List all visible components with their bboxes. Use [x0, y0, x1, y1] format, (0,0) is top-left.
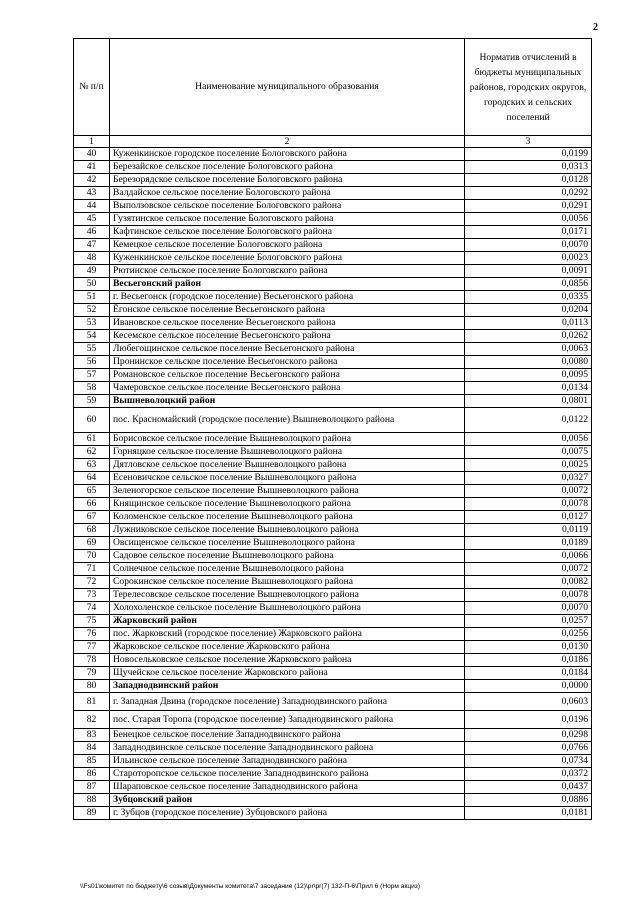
row-number: 41 — [74, 161, 110, 174]
table-row — [74, 807, 592, 820]
norm-value: 0,0199 — [465, 148, 592, 161]
norm-value: 0,0886 — [465, 794, 592, 807]
row-number: 77 — [74, 641, 110, 654]
municipality-name: Романовское сельское поселение Весьегонского района — [110, 369, 465, 382]
row-number: 70 — [74, 550, 110, 563]
norm-value: 0,0856 — [465, 278, 592, 291]
table-row — [74, 369, 592, 382]
municipality-name: Кемецкое сельское поселение Бологовского района — [110, 239, 465, 252]
norm-value: 0,0291 — [465, 200, 592, 213]
row-number: 59 — [74, 395, 110, 408]
table-row — [74, 729, 592, 742]
municipality-name: пос. Старая Торопа (городское поселение) Западнодвинского района — [110, 711, 465, 729]
table-row — [74, 291, 592, 304]
norm-value: 0,0072 — [465, 563, 592, 576]
norm-value: 0,0437 — [465, 781, 592, 794]
table-row — [74, 589, 592, 602]
norm-value: 0,0056 — [465, 433, 592, 446]
municipality-name: Пронинское сельское поселение Весьегонского района — [110, 356, 465, 369]
table-row — [74, 755, 592, 768]
norm-value: 0,0127 — [465, 511, 592, 524]
table-row — [74, 446, 592, 459]
table-row — [74, 459, 592, 472]
table-row — [74, 485, 592, 498]
municipality-name: Весьегонский район — [110, 278, 465, 291]
row-number: 52 — [74, 304, 110, 317]
row-number: 88 — [74, 794, 110, 807]
norm-value: 0,0070 — [465, 239, 592, 252]
row-number: 79 — [74, 667, 110, 680]
row-number: 75 — [74, 615, 110, 628]
norm-value: 0,0298 — [465, 729, 592, 742]
row-number: 40 — [74, 148, 110, 161]
municipality-name: Валдайское сельское поселение Бологовского района — [110, 187, 465, 200]
municipality-name: Борисовское сельское поселение Вышневолоцкого района — [110, 433, 465, 446]
row-number: 74 — [74, 602, 110, 615]
table-row — [74, 693, 592, 711]
row-number: 66 — [74, 498, 110, 511]
table-row-region — [74, 278, 592, 291]
norm-value: 0,0113 — [465, 317, 592, 330]
norm-value: 0,0066 — [465, 550, 592, 563]
norm-value: 0,0063 — [465, 343, 592, 356]
municipality-name: Ёгонское сельское поселение Весьегонского района — [110, 304, 465, 317]
row-number: 51 — [74, 291, 110, 304]
column-number-2: 2 — [110, 136, 465, 148]
row-number: 80 — [74, 680, 110, 693]
row-number: 56 — [74, 356, 110, 369]
row-number: 67 — [74, 511, 110, 524]
row-number: 71 — [74, 563, 110, 576]
row-number: 60 — [74, 408, 110, 433]
table-row-region — [74, 615, 592, 628]
table-row — [74, 781, 592, 794]
municipality-name: Березайское сельское поселение Бологовского района — [110, 161, 465, 174]
table-row — [74, 213, 592, 226]
table-row — [74, 550, 592, 563]
municipality-name: Куженкинское сельское поселение Бологовского района — [110, 252, 465, 265]
municipality-name: Выползовское сельское поселение Бологовского района — [110, 200, 465, 213]
norm-value: 0,0766 — [465, 742, 592, 755]
norm-value: 0,0189 — [465, 537, 592, 550]
column-number-1: 1 — [74, 136, 110, 148]
municipality-name: Дятловское сельское поселение Вышневолоцкого района — [110, 459, 465, 472]
row-number: 82 — [74, 711, 110, 729]
table-row-region — [74, 794, 592, 807]
row-number: 86 — [74, 768, 110, 781]
row-number: 55 — [74, 343, 110, 356]
table-row — [74, 161, 592, 174]
norm-value: 0,0181 — [465, 807, 592, 820]
municipality-name: Зеленогорское сельское поселение Вышневолоцкого района — [110, 485, 465, 498]
table-row — [74, 667, 592, 680]
page-number: 2 — [593, 22, 598, 33]
norm-value: 0,0734 — [465, 755, 592, 768]
table-header-row — [74, 39, 592, 136]
municipality-name: г. Западная Двина (городское поселение) Западнодвинского района — [110, 693, 465, 711]
norm-value: 0,0025 — [465, 459, 592, 472]
municipality-name: Шараповское сельское поселение Западнодвинского района — [110, 781, 465, 794]
header-norm: Норматив отчислений в бюджеты муниципальных районов, городских округов, городских и сельских поселений — [465, 39, 592, 136]
norm-value: 0,0080 — [465, 356, 592, 369]
table-row — [74, 768, 592, 781]
table-row-region — [74, 395, 592, 408]
table-row — [74, 602, 592, 615]
municipality-name: г. Весьегонск (городское поселение) Весьегонского района — [110, 291, 465, 304]
table-row — [74, 304, 592, 317]
norm-value: 0,0184 — [465, 667, 592, 680]
norm-value: 0,0122 — [465, 408, 592, 433]
norm-value: 0,0171 — [465, 226, 592, 239]
table-row — [74, 524, 592, 537]
header-number: № п/п — [74, 39, 110, 136]
table-row — [74, 654, 592, 667]
row-number: 42 — [74, 174, 110, 187]
municipality-name: г. Зубцов (городское поселение) Зубцовского района — [110, 807, 465, 820]
row-number: 78 — [74, 654, 110, 667]
municipality-name: Есеновичское сельское поселение Вышневолоцкого района — [110, 472, 465, 485]
table-row — [74, 472, 592, 485]
norm-value: 0,0078 — [465, 498, 592, 511]
row-number: 62 — [74, 446, 110, 459]
norm-value: 0,0327 — [465, 472, 592, 485]
norm-value: 0,0072 — [465, 485, 592, 498]
municipality-name: Жарковское сельское поселение Жарковского района — [110, 641, 465, 654]
row-number: 89 — [74, 807, 110, 820]
norm-value: 0,0000 — [465, 680, 592, 693]
norm-value: 0,0372 — [465, 768, 592, 781]
row-number: 58 — [74, 382, 110, 395]
municipality-name: Чамеровское сельское поселение Весьегонского района — [110, 382, 465, 395]
norm-value: 0,0091 — [465, 265, 592, 278]
row-number: 47 — [74, 239, 110, 252]
row-number: 50 — [74, 278, 110, 291]
row-number: 85 — [74, 755, 110, 768]
row-number: 76 — [74, 628, 110, 641]
row-number: 81 — [74, 693, 110, 711]
norm-value: 0,0023 — [465, 252, 592, 265]
row-number: 44 — [74, 200, 110, 213]
municipality-name: Березорядское сельское поселение Бологовского района — [110, 174, 465, 187]
norm-value: 0,0056 — [465, 213, 592, 226]
table-row — [74, 174, 592, 187]
norm-value: 0,0130 — [465, 641, 592, 654]
table-row — [74, 226, 592, 239]
table-row — [74, 200, 592, 213]
table-row — [74, 511, 592, 524]
norm-value: 0,0078 — [465, 589, 592, 602]
file-path-footer: \\Fs01\комитет по бюджету\6 созыв\Документы комитета\7 заседание (12)\pr\pr(7) 132-П-6\Прил 6 (Норм акциз) — [80, 883, 421, 890]
norms-table — [73, 38, 592, 820]
norm-value: 0,0082 — [465, 576, 592, 589]
municipality-name: Щучейское сельское поселение Жарковского района — [110, 667, 465, 680]
norm-value: 0,0134 — [465, 382, 592, 395]
table-row — [74, 382, 592, 395]
column-number-row — [74, 136, 592, 148]
row-number: 46 — [74, 226, 110, 239]
norm-value: 0,0196 — [465, 711, 592, 729]
header-municipality: Наименование муниципального образования — [110, 39, 465, 136]
municipality-name: Княщинское сельское поселение Вышневолоцкого района — [110, 498, 465, 511]
table-row — [74, 628, 592, 641]
municipality-name: пос. Жарковский (городское поселение) Жарковского района — [110, 628, 465, 641]
municipality-name: Зубцовский район — [110, 794, 465, 807]
municipality-name: Солнечное сельское поселение Вышневолоцкого района — [110, 563, 465, 576]
norm-value: 0,0257 — [465, 615, 592, 628]
norm-value: 0,0075 — [465, 446, 592, 459]
row-number: 61 — [74, 433, 110, 446]
municipality-name: Сорокинское сельское поселение Вышневолоцкого района — [110, 576, 465, 589]
norm-value: 0,0204 — [465, 304, 592, 317]
row-number: 49 — [74, 265, 110, 278]
table-row — [74, 148, 592, 161]
municipality-name: Кафтинское сельское поселение Бологовского района — [110, 226, 465, 239]
column-number-3: 3 — [465, 136, 592, 148]
table-row — [74, 576, 592, 589]
municipality-name: Вышневолоцкий район — [110, 395, 465, 408]
norm-value: 0,0256 — [465, 628, 592, 641]
row-number: 54 — [74, 330, 110, 343]
municipality-name: Ивановское сельское поселение Весьегонского района — [110, 317, 465, 330]
table-row — [74, 187, 592, 200]
row-number: 72 — [74, 576, 110, 589]
municipality-name: Жарковский район — [110, 615, 465, 628]
municipality-name: Терелесовское сельское поселение Вышневолоцкого района — [110, 589, 465, 602]
municipality-name: Ильинское сельское поселение Западнодвинского района — [110, 755, 465, 768]
row-number: 53 — [74, 317, 110, 330]
municipality-name: Коломенское сельское поселение Вышневолоцкого района — [110, 511, 465, 524]
table-row — [74, 433, 592, 446]
row-number: 65 — [74, 485, 110, 498]
table-row — [74, 408, 592, 433]
row-number: 63 — [74, 459, 110, 472]
table-row — [74, 239, 592, 252]
norm-value: 0,0186 — [465, 654, 592, 667]
row-number: 57 — [74, 369, 110, 382]
table-row — [74, 265, 592, 278]
table-row — [74, 742, 592, 755]
norm-value: 0,0128 — [465, 174, 592, 187]
row-number: 84 — [74, 742, 110, 755]
table-row — [74, 343, 592, 356]
row-number: 68 — [74, 524, 110, 537]
municipality-name: Холохоленское сельское поселение Вышневолоцкого района — [110, 602, 465, 615]
row-number: 43 — [74, 187, 110, 200]
table-row — [74, 252, 592, 265]
table-row — [74, 498, 592, 511]
norm-value: 0,0262 — [465, 330, 592, 343]
table-row-region — [74, 680, 592, 693]
municipality-name: Западнодвинское сельское поселение Западнодвинского района — [110, 742, 465, 755]
row-number: 69 — [74, 537, 110, 550]
row-number: 64 — [74, 472, 110, 485]
norm-value: 0,0801 — [465, 395, 592, 408]
table-row — [74, 711, 592, 729]
norm-value: 0,0292 — [465, 187, 592, 200]
table-row — [74, 317, 592, 330]
norm-value: 0,0119 — [465, 524, 592, 537]
municipality-name: Гузятинское сельское поселение Бологовского района — [110, 213, 465, 226]
table-row — [74, 356, 592, 369]
table-row — [74, 563, 592, 576]
row-number: 73 — [74, 589, 110, 602]
municipality-name: Кесемское сельское поселение Весьегонского района — [110, 330, 465, 343]
municipality-name: Рютинское сельское поселение Бологовского района — [110, 265, 465, 278]
municipality-name: Куженкинское городское поселение Бологовского района — [110, 148, 465, 161]
norm-value: 0,0335 — [465, 291, 592, 304]
municipality-name: Западнодвинский район — [110, 680, 465, 693]
table-row — [74, 330, 592, 343]
table-row — [74, 537, 592, 550]
municipality-name: Староторопское сельское поселение Западнодвинского района — [110, 768, 465, 781]
municipality-name: Горняцкое сельское поселение Вышневолоцкого района — [110, 446, 465, 459]
municipality-name: Бенецкое сельское поселение Западнодвинского района — [110, 729, 465, 742]
row-number: 48 — [74, 252, 110, 265]
row-number: 87 — [74, 781, 110, 794]
norm-value: 0,0095 — [465, 369, 592, 382]
municipality-name: пос. Красномайский (городское поселение) Вышневолоцкого района — [110, 408, 465, 433]
row-number: 45 — [74, 213, 110, 226]
municipality-name: Лужниковское сельское поселение Вышневолоцкого района — [110, 524, 465, 537]
municipality-name: Новосельковское сельское поселение Жарковского района — [110, 654, 465, 667]
municipality-name: Любегощинское сельское поселение Весьегонского района — [110, 343, 465, 356]
row-number: 83 — [74, 729, 110, 742]
municipality-name: Садовое сельское поселение Вышневолоцкого района — [110, 550, 465, 563]
municipality-name: Овсищенское сельское поселение Вышневолоцкого района — [110, 537, 465, 550]
norm-value: 0,0603 — [465, 693, 592, 711]
norm-value: 0,0313 — [465, 161, 592, 174]
table-row — [74, 641, 592, 654]
norm-value: 0,0070 — [465, 602, 592, 615]
